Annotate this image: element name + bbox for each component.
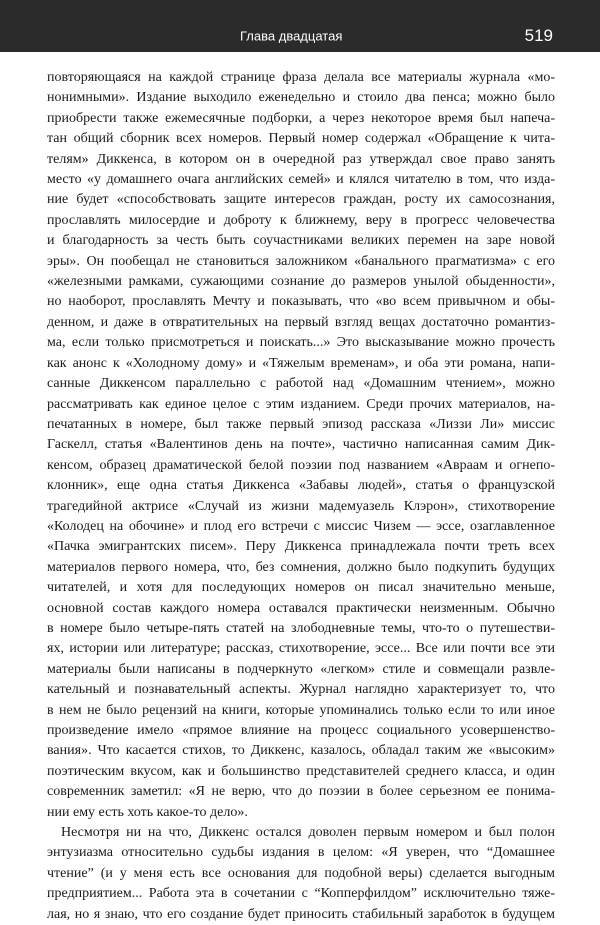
chapter-title: Глава двадцатая — [240, 28, 343, 44]
text-line: тан общий сборник всех номеров. Первый номер содержал «Обращение к чита- — [47, 131, 555, 147]
text-line: ние будет «способствовать защите интересов граждан, росту их самосознания, — [47, 192, 555, 208]
text-line: Несмотря ни на что, Диккенс остался доволен первым номером и был полон — [61, 825, 555, 841]
text-line: денном, и даже в отвратительных на первый взгляд вещах достаточно романтиз- — [47, 314, 555, 330]
text-line: прославлять милосердие и доброту к ближнему, веру в прогресс человечества — [47, 212, 555, 228]
text-line: и благодарность за честь быть соучастниками великих перемен на заре новой — [47, 233, 555, 249]
text-line: энтузиазма относительно судьбы издания в целом: «Я уверен, что “Домашнее — [47, 845, 555, 861]
text-line: нонимными». Издание выходило еженедельно и стоило два пенса; можно было — [47, 90, 555, 106]
text-line: рассматривать как единое целое с этим изданием. Среди прочих материалов, на- — [47, 396, 555, 412]
text-line: ях, истории или литературе; рассказ, стихотворение, эссе... Все или почти все эти — [47, 641, 555, 657]
text-line: кательный и познавательный аспекты. Журнал наглядно характеризует то, что — [47, 682, 555, 698]
text-line: санные Диккенсом параллельно с работой над «Домашним чтением», можно — [47, 376, 555, 392]
text-line: клонник», еще одна статья Диккенса «Забавы людей», статья о французской — [47, 478, 555, 494]
text-line: приобрести также ежемесячные подборки, а через некоторое время был напеча- — [47, 110, 555, 126]
text-line: Гаскелл, статья «Валентинов день на почте», частично написанная самим Дик- — [47, 437, 555, 453]
text-line: трагедийной актрисе «Случай из жизни мадемуазель Клэрон», стихотворение — [47, 498, 555, 514]
text-line: место «у домашнего очага английских семей» и клялся читателю в том, что изда- — [47, 172, 555, 188]
text-line: ма, если только присмотреться и поискать...» Это высказывание можно прочесть — [47, 335, 555, 351]
text-line: эры». Он пообещал не становиться заложником «банального прагматизма» с его — [47, 253, 555, 269]
text-line: современник заметил: «Я не верю, что до поэзии в более серьезном ее понима- — [47, 784, 555, 800]
text-line: печатанных в номере, был также первый эпизод рассказа «Лиззи Ли» миссис — [47, 416, 555, 432]
text-line: «железными рамками, сужающими сознание до размеров унылой обыденности», — [47, 274, 555, 290]
text-line: телям» Диккенса, в котором он в очередной раз утверждал свое право занять — [47, 151, 555, 167]
text-line: кенсом, образец драматической белой поэзии под названием «Авраам и огнепо- — [47, 457, 555, 473]
text-line: материалов первого номера, что, без сомнения, должно было подкупить будущих — [47, 559, 555, 575]
text-line: «Пачка эмигрантских писем». Перу Диккенса принадлежала почти треть всех — [47, 539, 555, 555]
text-line: в нем не было рецензий на книги, которые упоминались только если то или иное — [47, 702, 555, 718]
text-line: читателей, и хотя для последующих номеров он писал значительно меньше, — [47, 580, 555, 596]
text-line: поэтическим вкусом, как и большинство представителей среднего класса, и один — [47, 763, 555, 779]
text-line: «Колодец на обочине» и плод его встречи с миссис Чизем — эссе, озаглавленное — [47, 518, 555, 534]
text-line: предприятием... Работа эта в сочетании с “Копперфилдом” исключительно тяже- — [47, 886, 555, 902]
page-header — [0, 0, 600, 52]
body-text — [47, 68, 555, 925]
text-line: чтение” (и у меня есть все основания для подобной веры) сделается выгодным — [47, 865, 555, 881]
text-line: повторяющаяся на каждой странице фраза делала все материалы журнала «мо- — [47, 70, 555, 85]
page-number: 519 — [524, 26, 553, 45]
text-line: но наоборот, прославлять Мечту и показывать, что «во всем привычном и обы- — [47, 294, 555, 310]
text-line: нии ему есть хоть какое-то дело». — [47, 804, 248, 820]
text-line: материалы были написаны в подчеркнуто «легком» стиле и совмещали развле- — [47, 661, 555, 677]
text-line: как анонс к «Холодному дому» и «Тяжелым временам», и оба эти романа, напи- — [47, 355, 555, 371]
text-line: вания». Что касается стихов, то Диккенс, казалось, обладал таким же «высоким» — [47, 743, 555, 759]
text-line: в номере было четыре-пять статей на злободневные темы, что-то о путешестви- — [47, 620, 555, 636]
text-line: основной состав каждого номера оставался практически неизменным. Обычно — [47, 600, 555, 616]
text-line: лая, но я знаю, что его создание будет приносить стабильный заработок в будущем — [47, 906, 555, 922]
text-line: произведение имело «прямое влияние на процесс социального усовершенство- — [47, 723, 555, 738]
